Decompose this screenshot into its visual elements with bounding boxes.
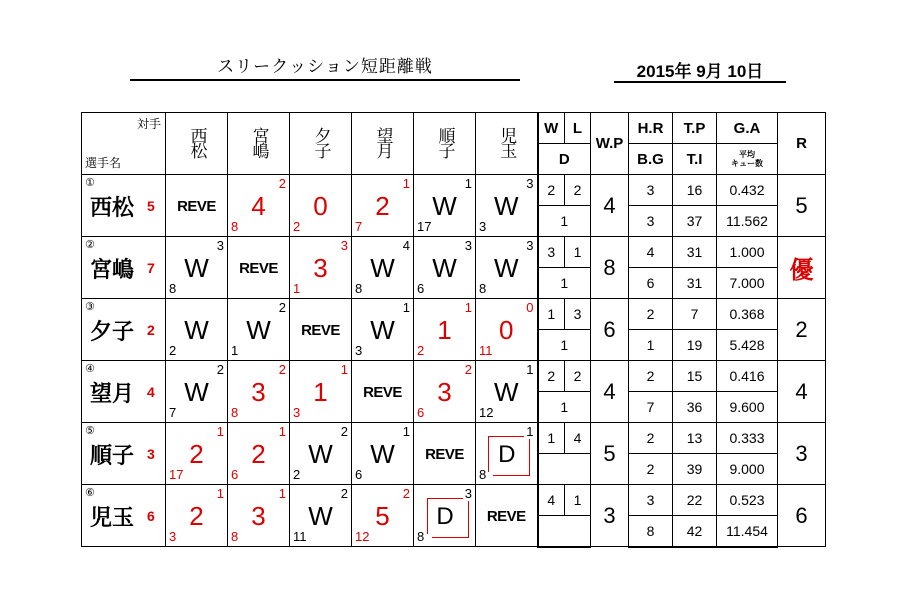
date-underline [614, 81, 786, 83]
final-rank-cell: 優 [778, 237, 826, 299]
match-innings: 3 [293, 405, 301, 420]
bg-cell: 3 [629, 206, 673, 237]
match-innings: 2 [293, 219, 301, 234]
match-cell [290, 237, 352, 299]
header-opponent: 宮嶋 [228, 113, 290, 175]
match-highrun: 1 [526, 362, 534, 377]
hr-cell: 2 [629, 299, 673, 330]
match-cell [228, 175, 290, 237]
player-row [82, 485, 826, 516]
match-score: 4 [251, 190, 266, 221]
player-cell [82, 423, 166, 485]
header-ga-sub1: 平均 [739, 150, 755, 159]
player-number: ③ [85, 300, 95, 313]
player-cell [82, 175, 166, 237]
bg-cell: 2 [629, 454, 673, 485]
match-score: 1 [437, 314, 452, 345]
bg-cell: 7 [629, 392, 673, 423]
date-label: 2015年 9月 10日 [636, 62, 764, 81]
player-rank: 6 [147, 508, 155, 524]
match-cell [290, 299, 352, 361]
match-innings: 6 [355, 467, 363, 482]
match-score: 3 [313, 252, 328, 283]
match-innings: 8 [169, 281, 177, 296]
ga-cell: 1.000 [717, 237, 778, 268]
match-score: W [308, 500, 333, 531]
match-score: W [432, 252, 457, 283]
draw-mark: D [488, 436, 524, 472]
player-name: 宮嶋 [90, 258, 135, 283]
match-innings: 1 [231, 343, 239, 358]
final-rank-cell: 5 [778, 175, 826, 237]
hr-cell: 2 [629, 423, 673, 454]
ti-cell: 39 [673, 454, 717, 485]
ti-cell: 42 [673, 516, 717, 547]
match-cell [228, 237, 290, 299]
ga-avg-cell: 9.600 [717, 392, 778, 423]
wins-cell: 3 [538, 237, 565, 268]
match-innings: 8 [479, 467, 487, 482]
match-score: 3 [251, 376, 266, 407]
match-highrun: 3 [340, 238, 348, 253]
player-name: 児玉 [90, 506, 135, 531]
header-w: W [538, 113, 565, 144]
ga-cell: 0.416 [717, 361, 778, 392]
match-cell [290, 361, 352, 423]
match-highrun: 1 [526, 424, 534, 439]
page-title: スリークッション短距離戦 [217, 57, 433, 77]
final-rank-cell: 4 [778, 361, 826, 423]
match-highrun: 1 [464, 300, 472, 315]
losses-cell: 4 [565, 423, 591, 454]
draw-mark: D [427, 498, 463, 534]
match-cell [166, 423, 228, 485]
match-highrun: 2 [278, 362, 286, 377]
player-name: 順子 [90, 444, 135, 469]
match-cell [166, 175, 228, 237]
match-innings: 17 [169, 467, 184, 482]
final-rank-cell: 3 [778, 423, 826, 485]
player-row [82, 237, 826, 268]
draws-cell: 1 [538, 330, 591, 361]
match-score: W [370, 252, 395, 283]
header-ga-sub2: キュー数 [731, 159, 763, 168]
header-ga-sub [717, 144, 778, 175]
header-taisen-label: 対手 [136, 117, 161, 131]
header-senshu-label: 選手名 [85, 156, 122, 170]
match-score: W [493, 190, 519, 221]
match-cell [352, 299, 414, 361]
match-highrun: 3 [526, 238, 534, 253]
match-innings: 3 [355, 343, 363, 358]
ti-cell: 31 [673, 268, 717, 299]
ti-cell: 37 [673, 206, 717, 237]
match-cell [414, 299, 476, 361]
match-highrun: 3 [526, 176, 534, 191]
match-highrun: 1 [278, 486, 286, 501]
header-corner [82, 113, 166, 175]
player-name: 望月 [90, 382, 135, 407]
match-cell [352, 423, 414, 485]
match-cell [414, 485, 476, 547]
match-highrun: 1 [402, 300, 410, 315]
ti-cell: 19 [673, 330, 717, 361]
match-innings: 8 [231, 529, 239, 544]
match-score: 2 [251, 438, 266, 469]
player-rank: 7 [147, 260, 155, 276]
draws-cell: 1 [538, 268, 591, 299]
header-opponent: 夕子 [290, 113, 352, 175]
match-highrun: 0 [526, 300, 534, 315]
match-innings: 8 [355, 281, 363, 296]
wins-cell: 2 [538, 361, 565, 392]
header-wp: W.P [591, 113, 629, 175]
match-innings: 11 [293, 529, 307, 544]
ti-cell: 36 [673, 392, 717, 423]
wins-cell: 1 [538, 423, 565, 454]
header-r: R [778, 113, 826, 175]
header-opponent: 西松 [166, 113, 228, 175]
match-score: 3 [251, 500, 266, 531]
player-number: ① [85, 176, 95, 189]
player-rank: 2 [147, 322, 155, 338]
match-cell [166, 361, 228, 423]
match-highrun: 2 [340, 424, 348, 439]
player-rank: 5 [147, 198, 155, 214]
match-cell [290, 175, 352, 237]
match-cell [228, 299, 290, 361]
match-cell [414, 423, 476, 485]
player-name: 西松 [90, 196, 135, 221]
match-cell [476, 361, 538, 423]
match-innings: 7 [355, 219, 363, 234]
reve-label: REVE [486, 508, 526, 525]
match-innings: 7 [169, 405, 177, 420]
tp-cell: 22 [673, 485, 717, 516]
reve-label: REVE [363, 384, 402, 401]
match-score: W [432, 190, 457, 221]
player-cell [82, 237, 166, 299]
ga-cell: 0.333 [717, 423, 778, 454]
ga-cell: 0.368 [717, 299, 778, 330]
wp-cell: 6 [591, 299, 629, 361]
player-name: 夕子 [90, 320, 135, 345]
match-innings: 8 [479, 281, 487, 296]
bg-cell: 6 [629, 268, 673, 299]
header-ti: T.I [673, 144, 717, 175]
match-innings: 6 [417, 405, 425, 420]
match-innings: 6 [417, 281, 425, 296]
match-highrun: 2 [278, 300, 286, 315]
player-cell [82, 299, 166, 361]
match-highrun: 1 [402, 424, 410, 439]
player-row [82, 299, 826, 330]
header-l: L [565, 113, 591, 144]
ga-avg-cell: 7.000 [717, 268, 778, 299]
header-opponent: 望月 [352, 113, 414, 175]
draws-cell: 1 [538, 392, 591, 423]
match-innings: 12 [479, 405, 494, 420]
match-cell [166, 485, 228, 547]
match-cell [476, 299, 538, 361]
wp-cell: 4 [591, 175, 629, 237]
match-highrun: 3 [464, 486, 472, 501]
bg-cell: 8 [629, 516, 673, 547]
losses-cell: 3 [565, 299, 591, 330]
match-cell [414, 361, 476, 423]
match-cell [476, 175, 538, 237]
draws-cell: 1 [538, 206, 591, 237]
match-highrun: 2 [402, 486, 410, 501]
ga-avg-cell: 9.000 [717, 454, 778, 485]
match-innings: 17 [417, 219, 432, 234]
ga-avg-cell: 11.454 [717, 516, 778, 547]
results-table [81, 112, 826, 548]
match-innings: 2 [169, 343, 177, 358]
header-row-top [82, 113, 826, 144]
match-cell [352, 485, 414, 547]
match-highrun: 1 [402, 176, 410, 191]
tp-cell: 13 [673, 423, 717, 454]
match-cell [476, 423, 538, 485]
match-innings: 8 [231, 219, 239, 234]
header-hr: H.R [629, 113, 673, 144]
header-opponent: 順子 [414, 113, 476, 175]
hr-cell: 4 [629, 237, 673, 268]
title-underline [130, 79, 520, 81]
match-score: W [370, 438, 395, 469]
ga-avg-cell: 5.428 [717, 330, 778, 361]
match-score: 3 [437, 376, 452, 407]
match-cell [290, 485, 352, 547]
ga-cell: 0.432 [717, 175, 778, 206]
match-cell [228, 423, 290, 485]
match-score: 0 [499, 314, 514, 345]
match-innings: 8 [417, 529, 425, 544]
reve-label: REVE [239, 260, 278, 277]
ga-avg-cell: 11.562 [717, 206, 778, 237]
match-cell [476, 237, 538, 299]
match-innings: 2 [293, 467, 301, 482]
hr-cell: 3 [629, 175, 673, 206]
header-tp: T.P [673, 113, 717, 144]
match-score: 0 [313, 190, 328, 221]
match-innings: 6 [231, 467, 239, 482]
header-bg: B.G [629, 144, 673, 175]
header-ga: G.A [717, 113, 778, 144]
match-cell [290, 423, 352, 485]
reve-label: REVE [301, 322, 340, 339]
wp-cell: 4 [591, 361, 629, 423]
wins-cell: 4 [538, 485, 565, 516]
wp-cell: 8 [591, 237, 629, 299]
header-opponent: 児玉 [476, 113, 538, 175]
ga-cell: 0.523 [717, 485, 778, 516]
draws-cell [538, 516, 591, 547]
match-highrun: 1 [278, 424, 286, 439]
wins-cell: 2 [538, 175, 565, 206]
match-innings: 11 [479, 343, 493, 358]
match-highrun: 2 [340, 486, 348, 501]
player-rank: 4 [147, 384, 155, 400]
match-cell [166, 237, 228, 299]
match-innings: 12 [355, 529, 370, 544]
match-innings: 8 [231, 405, 239, 420]
player-number: ④ [85, 362, 95, 375]
match-highrun: 3 [464, 238, 472, 253]
match-highrun: 1 [216, 424, 224, 439]
match-highrun: 4 [402, 238, 410, 253]
match-score: W [493, 252, 519, 283]
match-cell [414, 175, 476, 237]
bg-cell: 1 [629, 330, 673, 361]
match-innings: 3 [479, 219, 487, 234]
player-rank: 3 [147, 446, 155, 462]
match-cell [228, 485, 290, 547]
match-score: 2 [189, 438, 204, 469]
player-cell [82, 361, 166, 423]
wp-cell: 5 [591, 423, 629, 485]
wp-cell: 3 [591, 485, 629, 547]
losses-cell: 1 [565, 237, 591, 268]
match-cell [166, 299, 228, 361]
reve-label: REVE [177, 198, 216, 215]
match-innings: 1 [293, 281, 301, 296]
match-cell [352, 175, 414, 237]
match-score: 1 [313, 376, 328, 407]
tp-cell: 31 [673, 237, 717, 268]
hr-cell: 2 [629, 361, 673, 392]
match-highrun: 1 [340, 362, 348, 377]
match-score: 5 [375, 500, 390, 531]
tp-cell: 7 [673, 299, 717, 330]
match-score: W [493, 376, 519, 407]
player-row [82, 175, 826, 206]
tp-cell: 16 [673, 175, 717, 206]
player-row [82, 423, 826, 454]
player-cell [82, 485, 166, 547]
match-score: W [308, 438, 333, 469]
match-cell [352, 361, 414, 423]
match-score: 2 [375, 190, 390, 221]
match-score: W [184, 314, 209, 345]
wins-cell: 1 [538, 299, 565, 330]
match-highrun: 2 [278, 176, 286, 191]
match-highrun: 2 [216, 362, 224, 377]
match-score: W [184, 376, 209, 407]
match-innings: 3 [169, 529, 177, 544]
match-highrun: 1 [464, 176, 472, 191]
player-number: ⑥ [85, 486, 95, 499]
match-cell [476, 485, 538, 547]
final-rank-cell: 2 [778, 299, 826, 361]
final-rank-cell: 6 [778, 485, 826, 547]
match-cell [228, 361, 290, 423]
match-score: W [184, 252, 209, 283]
tp-cell: 15 [673, 361, 717, 392]
match-highrun: 2 [464, 362, 472, 377]
reve-label: REVE [425, 446, 464, 463]
player-number: ② [85, 238, 95, 251]
losses-cell: 2 [565, 361, 591, 392]
match-cell [414, 237, 476, 299]
match-highrun: 3 [216, 238, 224, 253]
losses-cell: 1 [565, 485, 591, 516]
draws-cell [538, 454, 591, 485]
losses-cell: 2 [565, 175, 591, 206]
match-score: W [370, 314, 395, 345]
player-number: ⑤ [85, 424, 95, 437]
match-highrun: 1 [216, 486, 224, 501]
hr-cell: 3 [629, 485, 673, 516]
match-score: W [246, 314, 271, 345]
player-row [82, 361, 826, 392]
match-innings: 2 [417, 343, 425, 358]
match-cell [352, 237, 414, 299]
header-d: D [538, 144, 591, 175]
match-score: 2 [189, 500, 204, 531]
